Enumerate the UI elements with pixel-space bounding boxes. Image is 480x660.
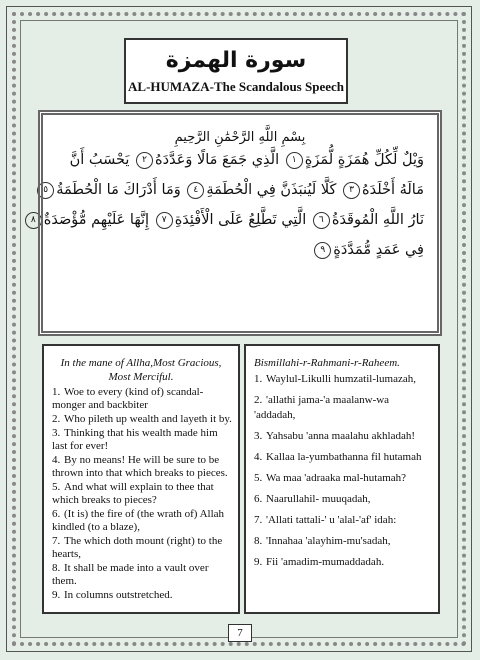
- arabic-verse-line: [40, 235, 440, 265]
- arabic-verse-line: [40, 175, 440, 205]
- surah-title-box: [124, 38, 348, 104]
- verse-text: (It is) the fire of (the wrath of) Allah kindled (to a blaze),: [52, 508, 225, 533]
- verse-text: By no means! He will be sure to be thrown into that which breaks to pieces.: [52, 454, 228, 479]
- verse-text: It shall be made into a vault over them.: [52, 562, 209, 587]
- verse-number: 1.: [254, 373, 263, 385]
- verse-number: 3.: [52, 427, 61, 439]
- arabic-verse-text: فِي عَمَدٍ مُّمَدَّدَةٍ: [333, 242, 424, 258]
- verse-number: 5.: [52, 481, 61, 493]
- translation-item: [52, 535, 232, 561]
- verse-text: Thinking that his wealth made him last for ever!: [52, 427, 218, 452]
- arabic-verse-text: وَمَا أَدْرَاكَ مَا الْحُطَمَةُ: [56, 182, 181, 198]
- ayah-marker: ٦: [313, 212, 330, 229]
- verse-number: 4.: [254, 451, 263, 463]
- translation-item: [52, 562, 232, 588]
- transliteration-list: [246, 372, 438, 570]
- translation-heading: In the mane of Allha,Most Gracious, Most Merciful.: [60, 357, 222, 383]
- translation-list: [44, 386, 238, 602]
- verse-number: 8.: [52, 562, 61, 574]
- arabic-verse-text: الَّذِي جَمَعَ مَالًا وَعَدَّدَهُ: [155, 152, 280, 168]
- translation-item: [52, 589, 232, 602]
- transliteration-item: [254, 450, 432, 465]
- ayah-marker: ٥: [37, 182, 54, 199]
- verse-text: The which doth mount (right) to the hearts,: [52, 535, 223, 560]
- verse-number: 6.: [254, 493, 263, 505]
- translation-item: [52, 481, 232, 507]
- arabic-verse-line: [40, 145, 440, 175]
- verse-number: 3.: [254, 430, 263, 442]
- ayah-marker: ٧: [156, 212, 173, 229]
- verse-number: 7.: [52, 535, 61, 547]
- verse-text: Kallaa la-yumbathanna fil hutamah: [266, 451, 422, 463]
- arabic-verse-line: [30, 205, 440, 235]
- verse-number: 2.: [52, 413, 61, 425]
- surah-title-english: AL-HUMAZA-The Scandalous Speech: [128, 79, 344, 94]
- verse-number: 8.: [254, 535, 263, 547]
- transliteration-item: [254, 393, 432, 423]
- transliteration-item: [254, 492, 432, 507]
- transliteration-item: [254, 372, 432, 387]
- verse-number: 4.: [52, 454, 61, 466]
- verse-number: 1.: [52, 386, 61, 398]
- arabic-verse-text: وَيْلٌ لِّكُلِّ هُمَزَةٍ لُّمَزَةٍ: [304, 152, 424, 168]
- bismillah-arabic: بِسْمِ اللَّهِ الرَّحْمَٰنِ الرَّحِيمِ: [174, 130, 306, 145]
- translation-item: [52, 427, 232, 453]
- arabic-verses-panel: [30, 110, 442, 336]
- ayah-marker: ٨: [25, 212, 42, 229]
- transliteration-item: [254, 555, 432, 570]
- arabic-verse-text: مَالَهُ أَخْلَدَهُ: [362, 182, 424, 198]
- transliteration-item: [254, 534, 432, 549]
- transliteration-item: [254, 471, 432, 486]
- transliteration-item: [254, 513, 432, 528]
- translation-item: [52, 386, 232, 412]
- verse-text: 'Allati tattali-' u 'alal-'af' idah:: [266, 514, 397, 526]
- verse-text: And what will explain to thee that which breaks to pieces?: [52, 481, 214, 506]
- arabic-verse-text: إِنَّهَا عَلَيْهِم مُّؤْصَدَةٌ: [43, 212, 150, 228]
- transliteration-panel: [244, 344, 440, 614]
- verse-text: Yahsabu 'anna maalahu akhladah!: [266, 430, 416, 442]
- ayah-marker: ٢: [136, 152, 153, 169]
- verse-number: 6.: [52, 508, 61, 520]
- verse-text: Waylul-Likulli humzatil-lumazah,: [266, 373, 417, 385]
- verse-text: Fii 'amadim-mumaddadah.: [266, 556, 385, 568]
- translation-item: [52, 454, 232, 480]
- verse-number: 9.: [254, 556, 263, 568]
- verse-text: 'Innahaa 'alayhim-mu'sadah,: [266, 535, 391, 547]
- verse-text: Wa maa 'adraaka mal-hutamah?: [266, 472, 407, 484]
- ayah-marker: ٣: [343, 182, 360, 199]
- transliteration-item: [254, 429, 432, 444]
- arabic-verse-text: نَارُ اللَّهِ الْمُوقَدَةُ: [331, 212, 424, 228]
- transliteration-heading: Bismillahi-r-Rahmani-r-Raheem.: [254, 357, 400, 369]
- verse-text: 'allathi jama-'a maalanw-wa 'addadah,: [254, 394, 390, 421]
- verse-text: In columns outstretched.: [64, 589, 173, 601]
- page-number: 7: [228, 624, 252, 642]
- arabic-verse-text: الَّتِي تَطَّلِعُ عَلَى الْأَفْئِدَةِ: [174, 212, 307, 228]
- arabic-verse-text: يَحْسَبُ أَنَّ: [69, 152, 130, 168]
- verse-text: Who pileth up wealth and layeth it by.: [64, 413, 232, 425]
- translation-item: [52, 413, 232, 426]
- verse-number: 5.: [254, 472, 263, 484]
- verse-number: 7.: [254, 514, 263, 526]
- verse-text: Naarullahil- muuqadah,: [266, 493, 371, 505]
- ayah-marker: ٤: [187, 182, 204, 199]
- verse-number: 9.: [52, 589, 61, 601]
- verse-text: Woe to every (kind of) scandal-monger and backbiter: [52, 386, 204, 411]
- verse-number: 2.: [254, 394, 263, 406]
- surah-title-arabic: سورة الهمزة: [165, 48, 307, 73]
- translation-panel: [42, 344, 240, 614]
- translation-item: [52, 508, 232, 534]
- ayah-marker: ١: [286, 152, 303, 169]
- arabic-verse-text: كَلَّا لَيُنبَذَنَّ فِي الْحُطَمَةِ: [206, 182, 337, 198]
- arabic-verse-lines: [30, 145, 440, 265]
- ayah-marker: ٩: [314, 242, 331, 259]
